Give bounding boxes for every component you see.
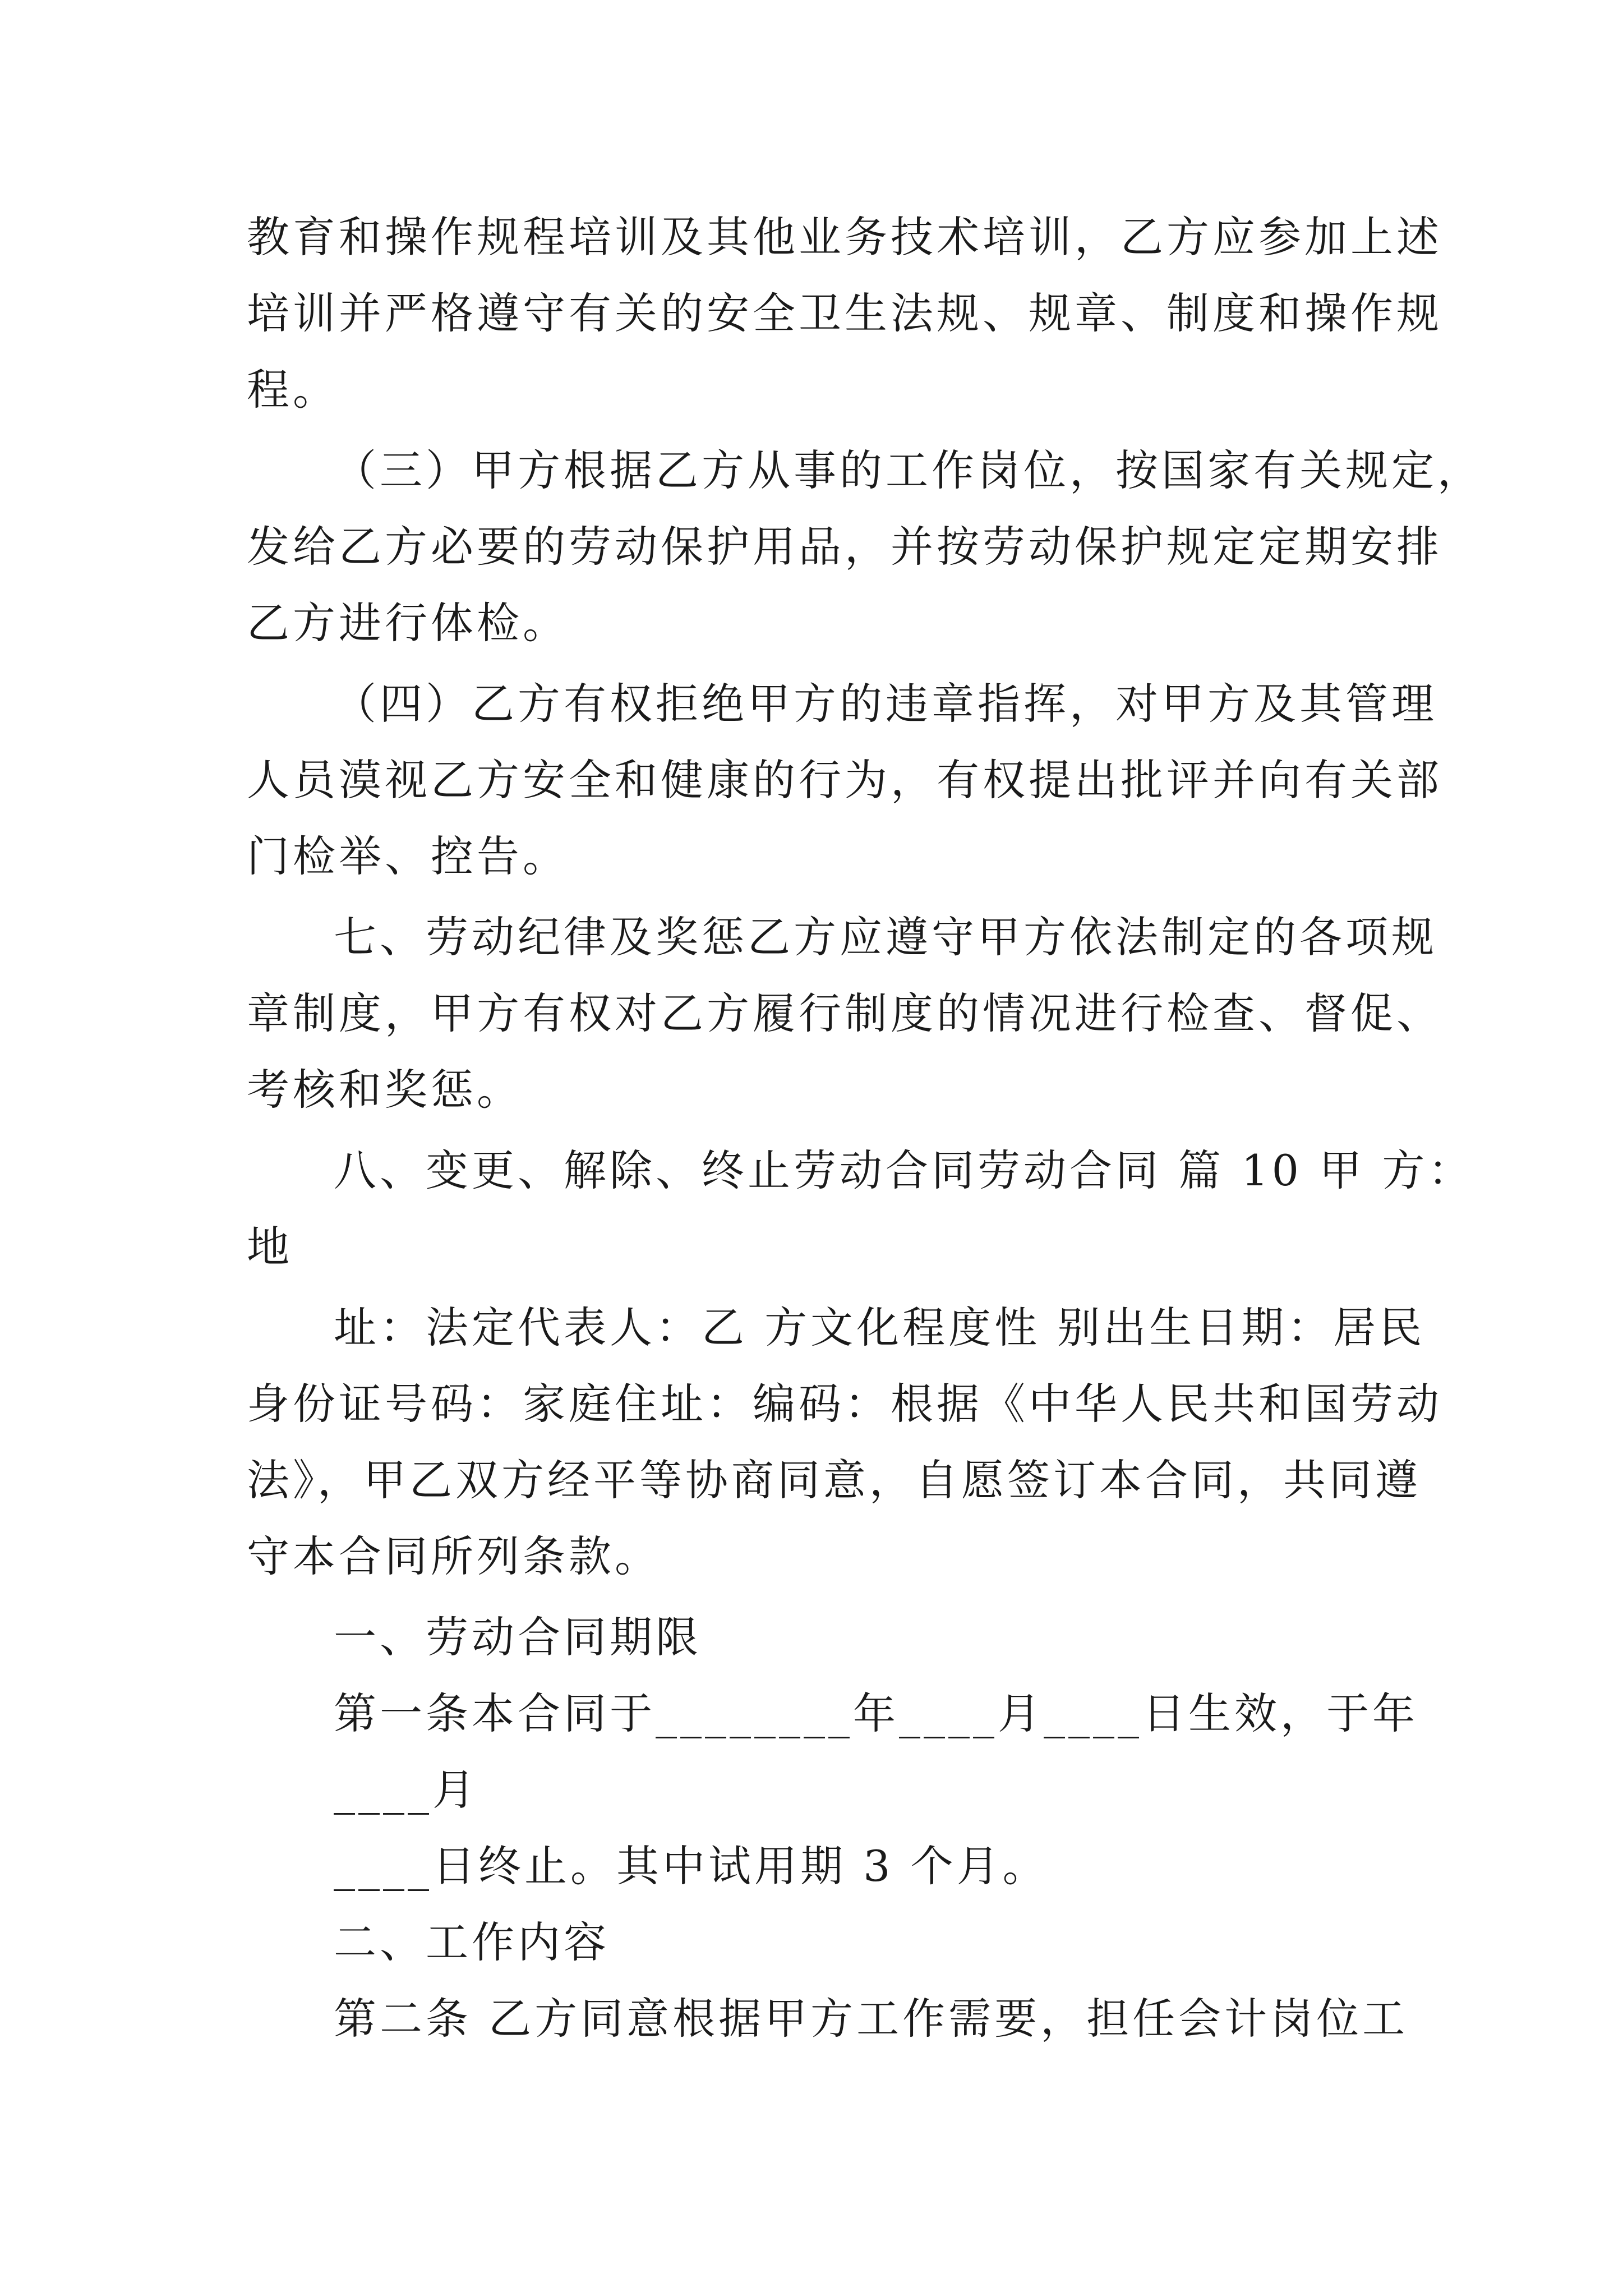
text-line: 章制度，甲方有权对乙方履行制度的情况进行检查、督促、: [247, 988, 1442, 1038]
text-line: 二、工作内容: [334, 1917, 610, 1967]
text-line: 一、劳动合同期限: [334, 1612, 702, 1662]
text-line: 教育和操作规程培训及其他业务技术培训，乙方应参加上述: [247, 212, 1442, 262]
text-line: （三）甲方根据乙方从事的工作岗位，按国家有关规定，: [334, 445, 1483, 495]
text-line: 乙方进行体检。: [247, 598, 569, 648]
text-line: 守本合同所列条款。: [247, 1531, 661, 1581]
text-line: 门检举、控告。: [247, 831, 569, 881]
text-line: 八、变更、解除、终止劳动合同劳动合同 篇 10 甲 方：: [334, 1145, 1474, 1195]
text-line: 人员漠视乙方安全和健康的行为，有权提出批评并向有关部: [247, 755, 1442, 805]
text-line: 发给乙方必要的劳动保护用品，并按劳动保护规定定期安排: [247, 522, 1442, 572]
text-line: 七、劳动纪律及奖惩乙方应遵守甲方依法制定的各项规: [334, 912, 1437, 962]
text-line: 第一条本合同于________年____月____日生效，于年: [334, 1688, 1418, 1738]
text-line: 址：法定代表人：乙 方文化程度性 别出生日期：居民: [334, 1303, 1426, 1352]
text-line: 法》，甲乙双方经平等协商同意，自愿签订本合同，共同遵: [247, 1455, 1421, 1505]
text-line: 培训并严格遵守有关的安全卫生法规、规章、制度和操作规: [247, 288, 1442, 338]
text-line: ____日终止。其中试用期 3 个月。: [334, 1841, 1049, 1891]
text-line: （四）乙方有权拒绝甲方的违章指挥，对甲方及其管理: [334, 679, 1437, 729]
text-line: 第二条 乙方同意根据甲方工作需要，担任会计岗位工: [334, 1994, 1409, 2044]
text-line: 身份证号码：家庭住址：编码：根据《中华人民共和国劳动: [247, 1379, 1442, 1429]
text-line: 地: [247, 1222, 293, 1272]
text-line: 程。: [247, 365, 339, 415]
text-line: ____月: [334, 1765, 478, 1815]
text-line: 考核和奖惩。: [247, 1065, 523, 1115]
